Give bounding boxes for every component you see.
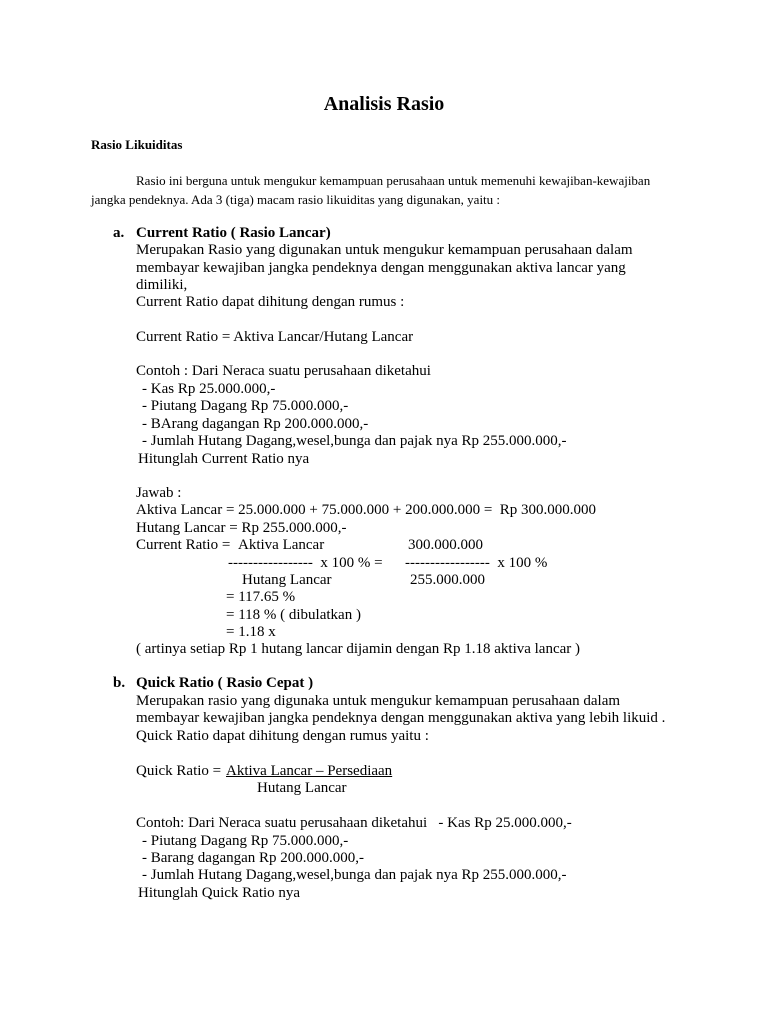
aktiva-lancar-line: Aktiva Lancar = 25.000.000 + 75.000.000 + 200.000.000 = Rp 300.000.000	[136, 502, 597, 518]
calc-fraction-line-2: ----------------- x 100 %	[405, 555, 548, 571]
quick-ratio-desc-1: Merupakan rasio yang digunaka untuk mengukur kemampuan perusahaan dalam	[136, 693, 621, 709]
current-ratio-item: - Piutang Dagang Rp 75.000.000,-	[142, 398, 349, 414]
quick-ratio-heading: Quick Ratio ( Rasio Cepat )	[136, 675, 314, 691]
current-ratio-desc-3: dimiliki,	[136, 277, 188, 293]
section-heading: Rasio Likuiditas	[91, 137, 183, 152]
current-ratio-desc-2: membayar kewajiban jangka pendeknya dengan menggunakan aktiva lancar yang	[136, 260, 626, 276]
current-ratio-formula: Current Ratio = Aktiva Lancar/Hutang Lancar	[136, 329, 414, 345]
hutang-lancar-line: Hutang Lancar = Rp 255.000.000,-	[136, 520, 347, 536]
current-ratio-item: - Jumlah Hutang Dagang,wesel,bunga dan pajak nya Rp 255.000.000,-	[142, 433, 567, 449]
quick-ratio-formula-denominator: Hutang Lancar	[257, 780, 347, 796]
quick-ratio-formula-numerator: Aktiva Lancar – Persediaan	[226, 763, 393, 779]
quick-ratio-item: - Jumlah Hutang Dagang,wesel,bunga dan pajak nya Rp 255.000.000,-	[142, 867, 567, 883]
answer-label: Jawab :	[136, 485, 182, 501]
calc-numerator-value: 300.000.000	[408, 537, 483, 553]
current-ratio-example-intro: Contoh : Dari Neraca suatu perusahaan diketahui	[136, 363, 431, 379]
calc-denominator-value: 255.000.000	[410, 572, 485, 588]
current-ratio-item: - BArang dagangan Rp 200.000.000,-	[142, 416, 369, 432]
calc-fraction-line-1: ----------------- x 100 % =	[228, 555, 383, 571]
quick-ratio-question: Hitunglah Quick Ratio nya	[138, 885, 301, 901]
calc-result-1: = 117.65 %	[226, 589, 296, 605]
current-ratio-item: - Kas Rp 25.000.000,-	[142, 381, 276, 397]
current-ratio-desc-4: Current Ratio dapat dihitung dengan rumus :	[136, 294, 405, 310]
current-ratio-marker: a.	[113, 225, 125, 241]
quick-ratio-example-intro: Contoh: Dari Neraca suatu perusahaan diketahui - Kas Rp 25.000.000,-	[136, 815, 572, 831]
calc-label: Current Ratio =	[136, 537, 231, 553]
quick-ratio-item: - Barang dagangan Rp 200.000.000,-	[142, 850, 365, 866]
calc-meaning: ( artinya setiap Rp 1 hutang lancar dijamin dengan Rp 1.18 aktiva lancar )	[136, 641, 581, 657]
quick-ratio-desc-2: membayar kewajiban jangka pendeknya dengan menggunakan aktiva yang lebih likuid .	[136, 710, 666, 726]
current-ratio-question: Hitunglah Current Ratio nya	[138, 451, 310, 467]
quick-ratio-formula-label: Quick Ratio =	[136, 763, 222, 779]
quick-ratio-desc-3: Quick Ratio dapat dihitung dengan rumus yaitu :	[136, 728, 429, 744]
quick-ratio-item: - Piutang Dagang Rp 75.000.000,-	[142, 833, 349, 849]
calc-denominator-text: Hutang Lancar	[242, 572, 332, 588]
current-ratio-desc-1: Merupakan Rasio yang digunakan untuk mengukur kemampuan perusahaan dalam	[136, 242, 633, 258]
calc-result-2: = 118 % ( dibulatkan )	[226, 607, 361, 623]
intro-line-2: jangka pendeknya. Ada 3 (tiga) macam rasio likuiditas yang digunakan, yaitu :	[91, 192, 501, 207]
current-ratio-heading: Current Ratio ( Rasio Lancar)	[136, 225, 331, 241]
intro-line-1: Rasio ini berguna untuk mengukur kemampuan perusahaan untuk memenuhi kewajiban-kewajiban	[136, 173, 651, 188]
calc-numerator-text: Aktiva Lancar	[238, 537, 325, 553]
calc-result-3: = 1.18 x	[226, 624, 276, 640]
page-title: Analisis Rasio	[323, 93, 445, 115]
quick-ratio-marker: b.	[113, 675, 126, 691]
